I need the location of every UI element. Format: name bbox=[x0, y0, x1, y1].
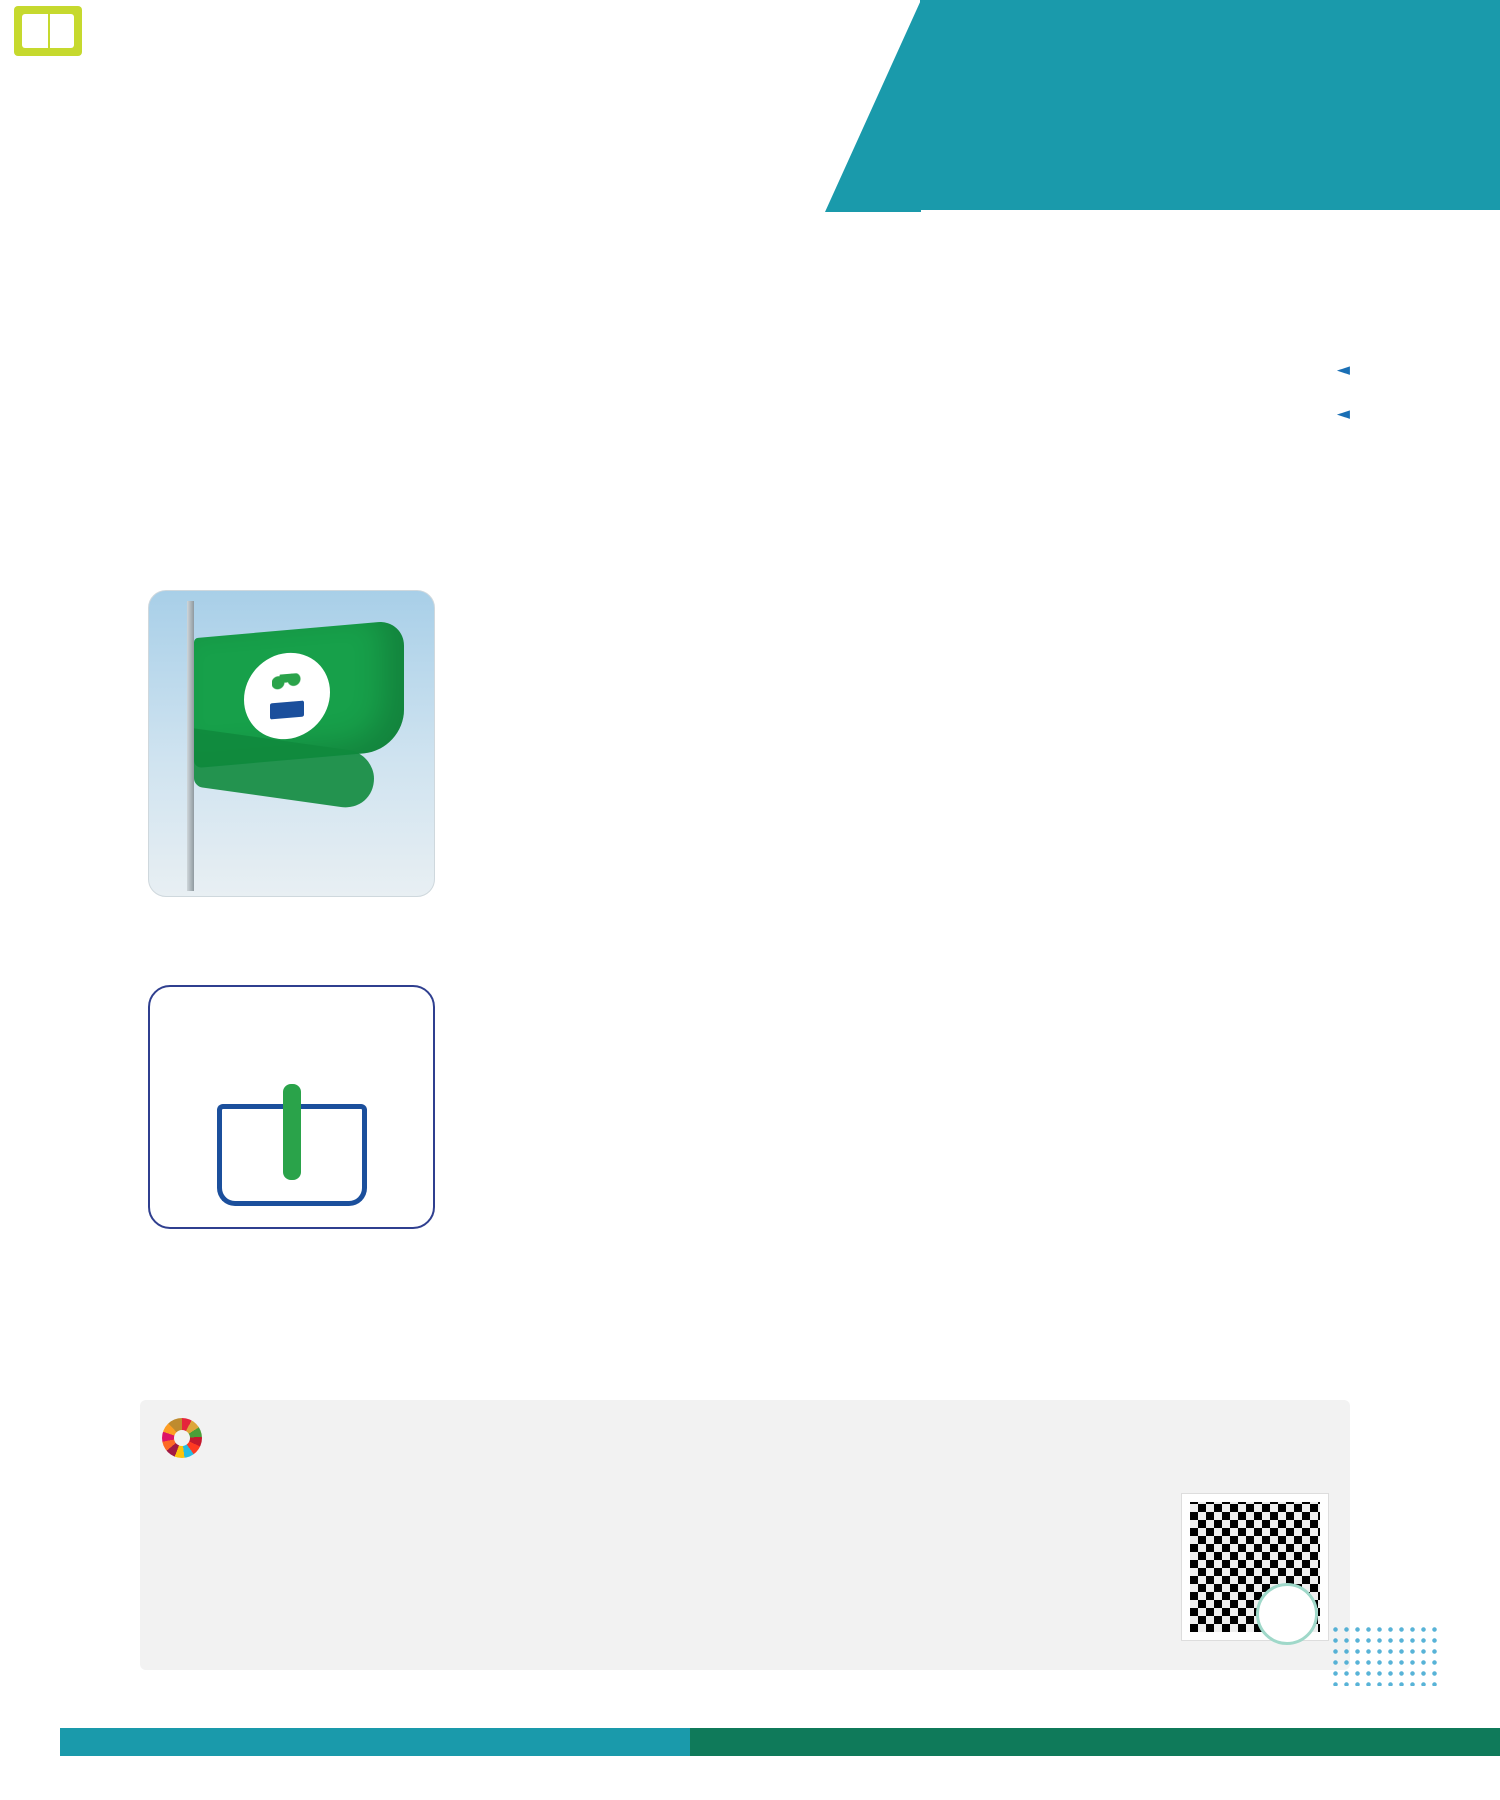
book-icon bbox=[14, 6, 82, 56]
page-content bbox=[0, 250, 1500, 438]
tree-icon bbox=[272, 673, 302, 702]
triangle-bullet-icon-2: ◄ bbox=[1336, 404, 1350, 424]
flagpole-icon bbox=[187, 601, 194, 891]
bullet-head-1 bbox=[140, 356, 1350, 380]
triangle-bullet-icon: ◄ bbox=[1336, 360, 1350, 380]
footer-bar-notch bbox=[0, 1728, 60, 1756]
open-book-icon bbox=[217, 1104, 367, 1196]
footer-bar-teal bbox=[0, 1728, 690, 1756]
ministry-dots-icon bbox=[1330, 1624, 1440, 1686]
book-glyph-icon bbox=[270, 701, 304, 720]
activity-box bbox=[140, 1400, 1350, 1670]
figure-flag bbox=[150, 590, 435, 907]
logo-box bbox=[148, 985, 435, 1229]
footer-bar-green bbox=[690, 1728, 1500, 1756]
color-strip bbox=[34, 72, 964, 114]
sdg-wheel-icon bbox=[162, 1418, 202, 1458]
page-number bbox=[1256, 1583, 1318, 1645]
ministry-logo bbox=[1330, 1624, 1440, 1680]
bullet-head-2 bbox=[140, 400, 1350, 424]
book-right-page bbox=[292, 1104, 367, 1206]
book-left-page bbox=[217, 1104, 292, 1206]
person-icon bbox=[283, 1084, 301, 1180]
activity-header bbox=[162, 1418, 1328, 1458]
activity-color-strip bbox=[162, 1470, 1328, 1478]
site-logo[interactable] bbox=[14, 6, 88, 56]
flag-image bbox=[148, 590, 435, 897]
figure-logo bbox=[150, 985, 435, 1239]
footer-bar bbox=[0, 1728, 1500, 1756]
header-teal-banner bbox=[920, 0, 1500, 210]
activity-body bbox=[162, 1494, 1328, 1640]
